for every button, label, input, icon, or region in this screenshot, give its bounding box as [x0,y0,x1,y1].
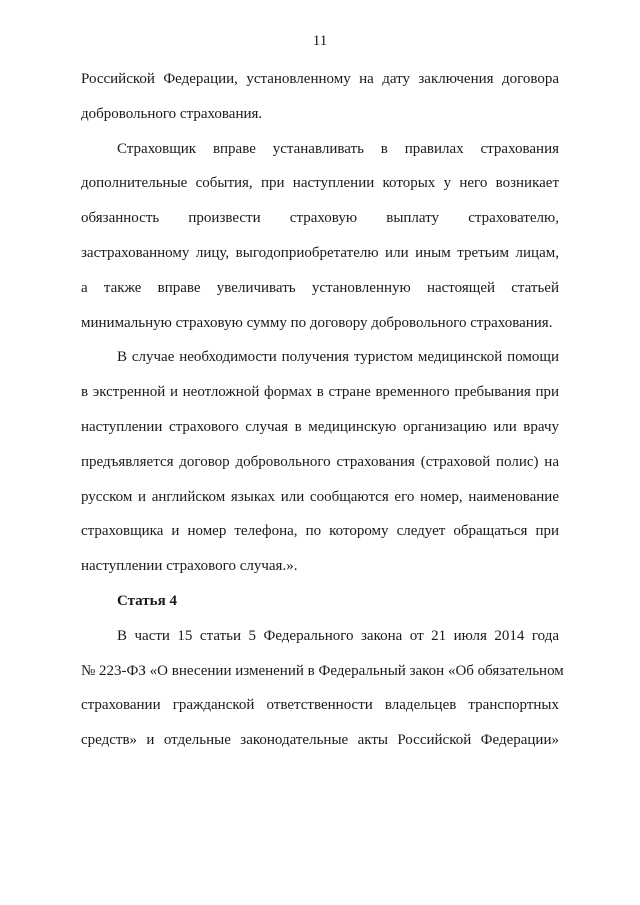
paragraph-first-line: В части 15 статьи 5 Федерального закона от 21 июля 2014 года [117,627,559,644]
text-line: русском и английском языках или сообщаются его номер, наименование [81,488,559,505]
paragraph-first-line: В случае необходимости получения туристом медицинской помощи [117,349,559,366]
text-line: в экстренной и неотложной формах в стране временного пребывания при [81,384,559,401]
text-line: наступлении страхового случая в медицинскую организацию или врачу [81,418,559,435]
document-body [81,69,564,765]
text-line: № 223-ФЗ «О внесении изменений в Федеральный закон «Об обязательном [81,662,564,679]
text-line: а также вправе увеличивать установленную настоящей статьей [81,279,559,296]
paragraph-first-line: Страховщик вправе устанавливать в правилах страхования [117,140,559,157]
text-line: дополнительные события, при наступлении которых у него возникает [81,175,559,192]
text-line: страховании гражданской ответственности владельцев транспортных [81,697,559,714]
text-line: страховщика и номер телефона, по которому следует обращаться при [81,523,559,540]
article-heading: Статья 4 [117,592,177,609]
text-line: минимальную страховую сумму по договору добровольного страхования. [81,314,553,331]
page-number: 11 [312,33,328,49]
text-line: добровольного страхования. [81,105,263,122]
text-line: Российской Федерации, установленному на дату заключения договора [81,71,559,87]
text-line: обязанность произвести страховую выплату страхователю, [81,210,559,227]
text-line: наступлении страхового случая.». [81,558,298,575]
text-line: предъявляется договор добровольного страхования (страховой полис) на [81,453,559,470]
text-line: застрахованному лицу, выгодоприобретателю или иным третьим лицам, [81,244,559,261]
text-line: средств» и отдельные законодательные акты Российской Федерации» [81,732,559,749]
